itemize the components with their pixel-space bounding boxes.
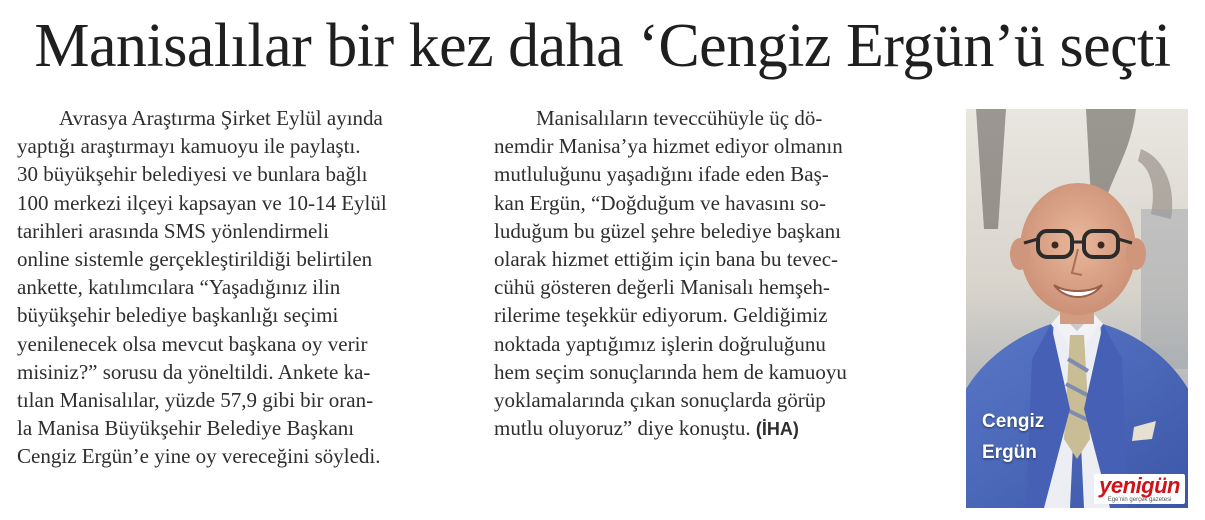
text-line: olarak hizmet ettiğim için bana bu tevec- [494,247,839,272]
portrait-photo [966,109,1188,508]
article-column-1 [17,104,472,471]
text-line: noktada yaptığımız işlerin doğruluğunu [494,331,826,356]
article-headline: Manisalılar bir kez daha ‘Cengiz Ergün’ü seçti [34,12,1171,80]
logo-wordmark: yenigün [1099,473,1180,498]
logo-tagline: Ege’nin gerçek gazetesi [1107,497,1172,503]
text-line: misiniz?” sorusu da yöneltildi. Ankete ka- [17,359,371,384]
text-line: tarihleri arasında SMS yönlendirmeli [17,218,330,243]
text-line: cühü gösteren değerli Manisalı hemşeh- [494,275,830,300]
text-line: mutluluğunu yaşadığını ifade eden Baş- [494,162,829,187]
newspaper-logo [1094,474,1185,504]
text-line: kan Ergün, “Doğduğum ve havasını so- [494,190,827,215]
text-line: la Manisa Büyükşehir Belediye Başkanı [17,416,355,441]
text-line [494,414,946,443]
text-line: tılan Manisalılar, yüzde 57,9 gibi bir oran- [17,388,374,413]
text-line: yoklamalarında çıkan sonuçlarda görüp [494,388,826,413]
text-line: yenilenecek olsa mevcut başkana oy verir [17,331,368,356]
text-line: 100 merkezi ilçeyi kapsayan ve 10-14 Eylül [17,190,387,215]
photo-caption-lastname: Ergün [982,442,1037,463]
text-line: yaptığı araştırmayı kamuoyu ile paylaştı. [17,134,361,159]
text-line: online sistemle gerçekleştirildiği belirtilen [17,247,373,272]
text-line: ankette, katılımcılara “Yaşadığınız ilin [17,275,341,300]
text-line: Cengiz Ergün’e yine oy vereceğini söyledi. [17,444,381,469]
source-credit: (İHA) [755,419,799,440]
text-line: Manisalıların teveccühüyle üç dö- [536,106,823,130]
text-line: hem seçim sonuçlarında hem de kamuoyu [494,359,847,384]
text-line: büyükşehir belediye başkanlığı seçimi [17,303,339,328]
article-column-2 [494,104,946,443]
text-line: nemdir Manisa’ya hizmet ediyor olmanın [494,134,843,159]
text-line-content: mutlu oluyoruz” diye konuştu. [494,416,751,441]
photo-caption-firstname: Cengiz [982,411,1045,432]
text-line: rilerime teşekkür ediyorum. Geldiğimiz [494,303,828,328]
text-line: luduğum bu güzel şehre belediye başkanı [494,218,841,243]
text-line: Avrasya Araştırma Şirket Eylül ayında [59,106,383,130]
text-line: 30 büyükşehir belediyesi ve bunlara bağlı [17,162,368,187]
